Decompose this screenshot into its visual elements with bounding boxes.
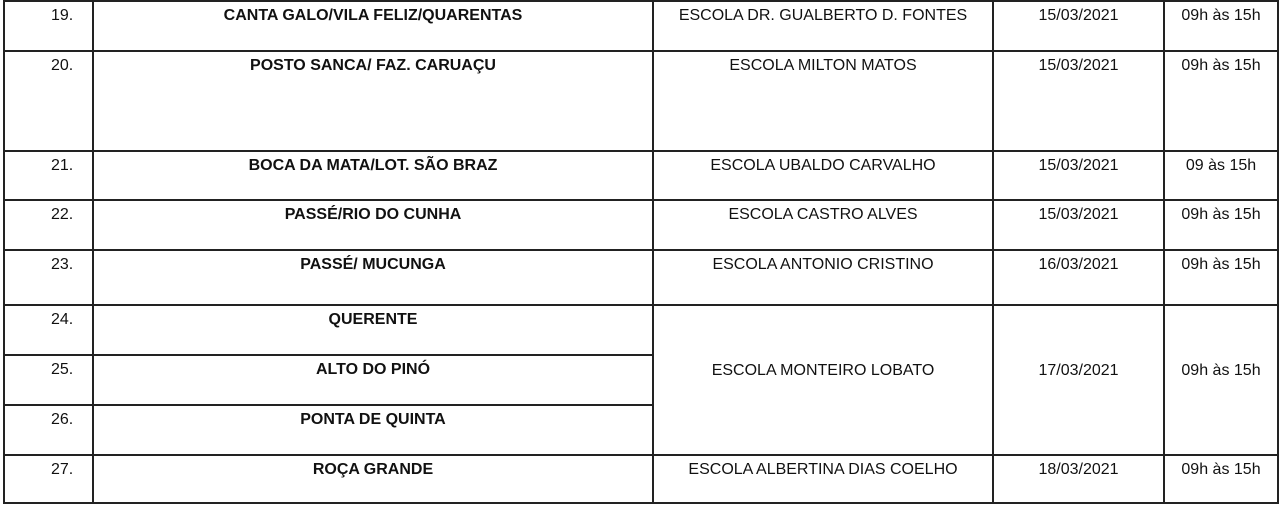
row-number: 27. [4, 455, 93, 503]
time-cell: 09h às 15h [1164, 305, 1278, 455]
school-cell: ESCOLA ANTONIO CRISTINO [653, 250, 993, 305]
date-cell: 15/03/2021 [993, 151, 1164, 200]
school-cell: ESCOLA MONTEIRO LOBATO [653, 305, 993, 455]
school-cell: ESCOLA CASTRO ALVES [653, 200, 993, 250]
locality-cell: CANTA GALO/VILA FELIZ/QUARENTAS [93, 1, 653, 51]
row-number: 21. [4, 151, 93, 200]
row-number: 24. [4, 305, 93, 355]
table-row [4, 305, 1278, 355]
table-row [4, 51, 1278, 151]
time-cell: 09h às 15h [1164, 200, 1278, 250]
row-number: 25. [4, 355, 93, 405]
time-cell: 09h às 15h [1164, 51, 1278, 151]
table-row [4, 250, 1278, 305]
time-cell: 09h às 15h [1164, 455, 1278, 503]
locality-cell: PASSÉ/RIO DO CUNHA [93, 200, 653, 250]
date-cell: 17/03/2021 [993, 305, 1164, 455]
locality-cell: PONTA DE QUINTA [93, 405, 653, 455]
date-cell: 15/03/2021 [993, 200, 1164, 250]
row-number: 23. [4, 250, 93, 305]
school-cell: ESCOLA DR. GUALBERTO D. FONTES [653, 1, 993, 51]
time-cell: 09h às 15h [1164, 250, 1278, 305]
table-row [4, 1, 1278, 51]
date-cell: 18/03/2021 [993, 455, 1164, 503]
school-cell: ESCOLA ALBERTINA DIAS COELHO [653, 455, 993, 503]
table-row [4, 455, 1278, 503]
locality-cell: BOCA DA MATA/LOT. SÃO BRAZ [93, 151, 653, 200]
table-row [4, 151, 1278, 200]
locality-cell: QUERENTE [93, 305, 653, 355]
row-number: 22. [4, 200, 93, 250]
school-cell: ESCOLA MILTON MATOS [653, 51, 993, 151]
schedule-table [3, 0, 1279, 504]
date-cell: 16/03/2021 [993, 250, 1164, 305]
table-row [4, 200, 1278, 250]
school-cell: ESCOLA UBALDO CARVALHO [653, 151, 993, 200]
row-number: 20. [4, 51, 93, 151]
locality-cell: ALTO DO PINÓ [93, 355, 653, 405]
time-cell: 09 às 15h [1164, 151, 1278, 200]
date-cell: 15/03/2021 [993, 1, 1164, 51]
locality-cell: PASSÉ/ MUCUNGA [93, 250, 653, 305]
row-number: 19. [4, 1, 93, 51]
row-number: 26. [4, 405, 93, 455]
locality-cell: ROÇA GRANDE [93, 455, 653, 503]
date-cell: 15/03/2021 [993, 51, 1164, 151]
locality-cell: POSTO SANCA/ FAZ. CARUAÇU [93, 51, 653, 151]
time-cell: 09h às 15h [1164, 1, 1278, 51]
